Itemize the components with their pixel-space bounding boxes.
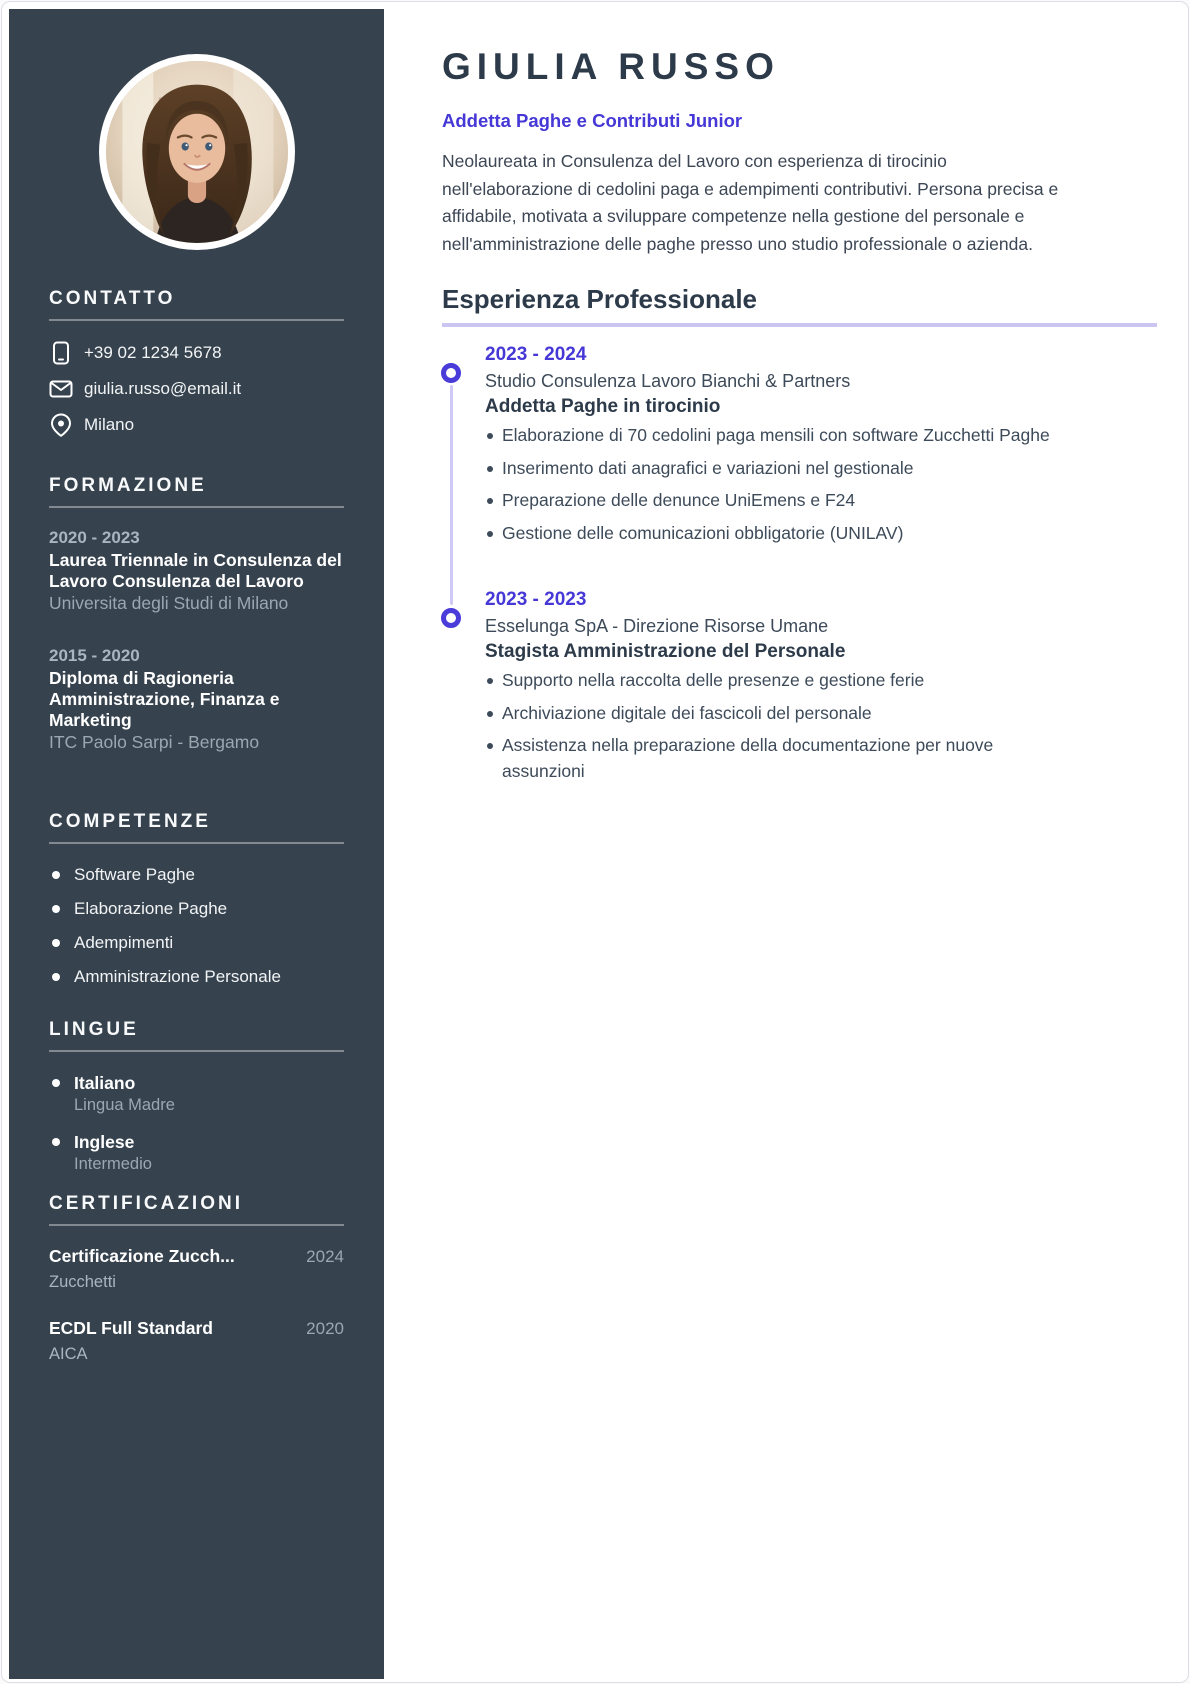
education-title: FORMAZIONE	[49, 475, 207, 496]
certification-name: Certificazione Zucch...	[49, 1246, 235, 1266]
education-entry	[49, 646, 344, 753]
location-icon	[49, 413, 73, 437]
contact-email-value: giulia.russo@email.it	[84, 379, 242, 398]
skill-item: Elaborazione Paghe	[49, 898, 344, 919]
experience-job	[442, 588, 1181, 784]
job-role: Addetta Paghe in tirocinio	[485, 396, 721, 417]
timeline-marker-icon	[441, 363, 461, 383]
job-bullet: Assistenza nella preparazione della documentazione per nuove assunzioni	[485, 733, 1063, 784]
certification-entry	[49, 1246, 344, 1292]
person-job-title: Addetta Paghe e Contributi Junior	[442, 110, 743, 131]
education-school: ITC Paolo Sarpi - Bergamo	[49, 732, 260, 752]
main-content	[384, 2, 1181, 1675]
certification-year: 2024	[306, 1247, 344, 1266]
phone-icon	[49, 341, 73, 365]
person-name: GIULIA RUSSO	[442, 46, 780, 87]
experience-timeline	[442, 343, 1181, 784]
experience-divider	[442, 323, 1157, 327]
profile-summary: Neolaureata in Consulenza del Lavoro con esperienza di tirocinio nell'elaborazione di cedolini paga e adempimenti contributivi. Persona precisa e affidabile, motivata a sviluppare competenze nella gestione del personale e nell'amministrazione delle paghe presso uno studio professionale o azienda.	[442, 151, 1059, 254]
job-period: 2023 - 2024	[485, 344, 587, 365]
section-divider	[49, 1050, 344, 1052]
section-divider	[49, 842, 344, 844]
job-bullet: Preparazione delle denunce UniEmens e F24	[485, 488, 1063, 514]
job-bullet: Gestione delle comunicazioni obbligatorie (UNILAV)	[485, 521, 1063, 547]
contact-section	[49, 288, 344, 437]
skills-section	[49, 811, 344, 987]
certification-issuer: Zucchetti	[49, 1273, 116, 1291]
skill-item: Amministrazione Personale	[49, 966, 344, 987]
education-degree: Laurea Triennale in Consulenza del Lavoro Consulenza del Lavoro	[49, 550, 342, 591]
languages-section	[49, 1019, 344, 1175]
education-entry	[49, 528, 344, 614]
language-name: Inglese	[74, 1132, 135, 1152]
profile-photo	[99, 54, 295, 250]
skill-item: Adempimenti	[49, 932, 344, 953]
education-section	[49, 475, 344, 753]
contact-location-row	[49, 413, 344, 437]
certification-year: 2020	[306, 1319, 344, 1338]
job-bullet: Inserimento dati anagrafici e variazioni nel gestionale	[485, 456, 1063, 482]
section-divider	[49, 319, 344, 321]
skills-title: COMPETENZE	[49, 811, 211, 832]
job-bullet: Archiviazione digitale dei fascicoli del personale	[485, 701, 1063, 727]
certification-issuer: AICA	[49, 1345, 88, 1363]
languages-title: LINGUE	[49, 1019, 139, 1040]
timeline-marker-icon	[441, 608, 461, 628]
portrait-illustration	[106, 61, 288, 243]
education-school: Universita degli Studi di Milano	[49, 593, 289, 613]
contact-title: CONTATTO	[49, 288, 176, 309]
job-bullet-list	[485, 423, 1063, 546]
skill-item: Software Paghe	[49, 864, 344, 885]
contact-email-row	[49, 377, 344, 401]
job-company: Esselunga SpA - Direzione Risorse Umane	[485, 616, 829, 636]
job-bullet: Elaborazione di 70 cedolini paga mensili con software Zucchetti Paghe	[485, 423, 1063, 449]
section-divider	[49, 1224, 344, 1226]
certification-name: ECDL Full Standard	[49, 1318, 213, 1338]
education-period: 2015 - 2020	[49, 646, 140, 665]
language-item	[49, 1131, 344, 1175]
certifications-title: CERTIFICAZIONI	[49, 1193, 243, 1214]
language-level: Intermedio	[74, 1155, 152, 1173]
cv-page	[1, 1, 1189, 1683]
education-degree: Diploma di Ragioneria Amministrazione, Finanza e Marketing	[49, 668, 280, 730]
certifications-section	[49, 1193, 344, 1364]
job-period: 2023 - 2023	[485, 589, 587, 610]
mail-icon	[49, 377, 73, 401]
section-divider	[49, 506, 344, 508]
contact-location-value: Milano	[84, 415, 135, 434]
job-company: Studio Consulenza Lavoro Bianchi & Partners	[485, 371, 851, 391]
skills-list	[49, 864, 344, 987]
language-level: Lingua Madre	[74, 1096, 175, 1114]
sidebar	[9, 9, 384, 1679]
job-bullet-list	[485, 668, 1063, 784]
contact-phone-value: +39 02 1234 5678	[84, 343, 222, 362]
contact-phone-row	[49, 341, 344, 365]
certification-entry	[49, 1318, 344, 1364]
experience-title: Esperienza Professionale	[442, 284, 758, 314]
language-item	[49, 1072, 344, 1116]
education-period: 2020 - 2023	[49, 528, 140, 547]
language-name: Italiano	[74, 1073, 136, 1093]
job-bullet: Supporto nella raccolta delle presenze e gestione ferie	[485, 668, 1063, 694]
job-role: Stagista Amministrazione del Personale	[485, 641, 846, 662]
experience-job	[442, 343, 1181, 546]
